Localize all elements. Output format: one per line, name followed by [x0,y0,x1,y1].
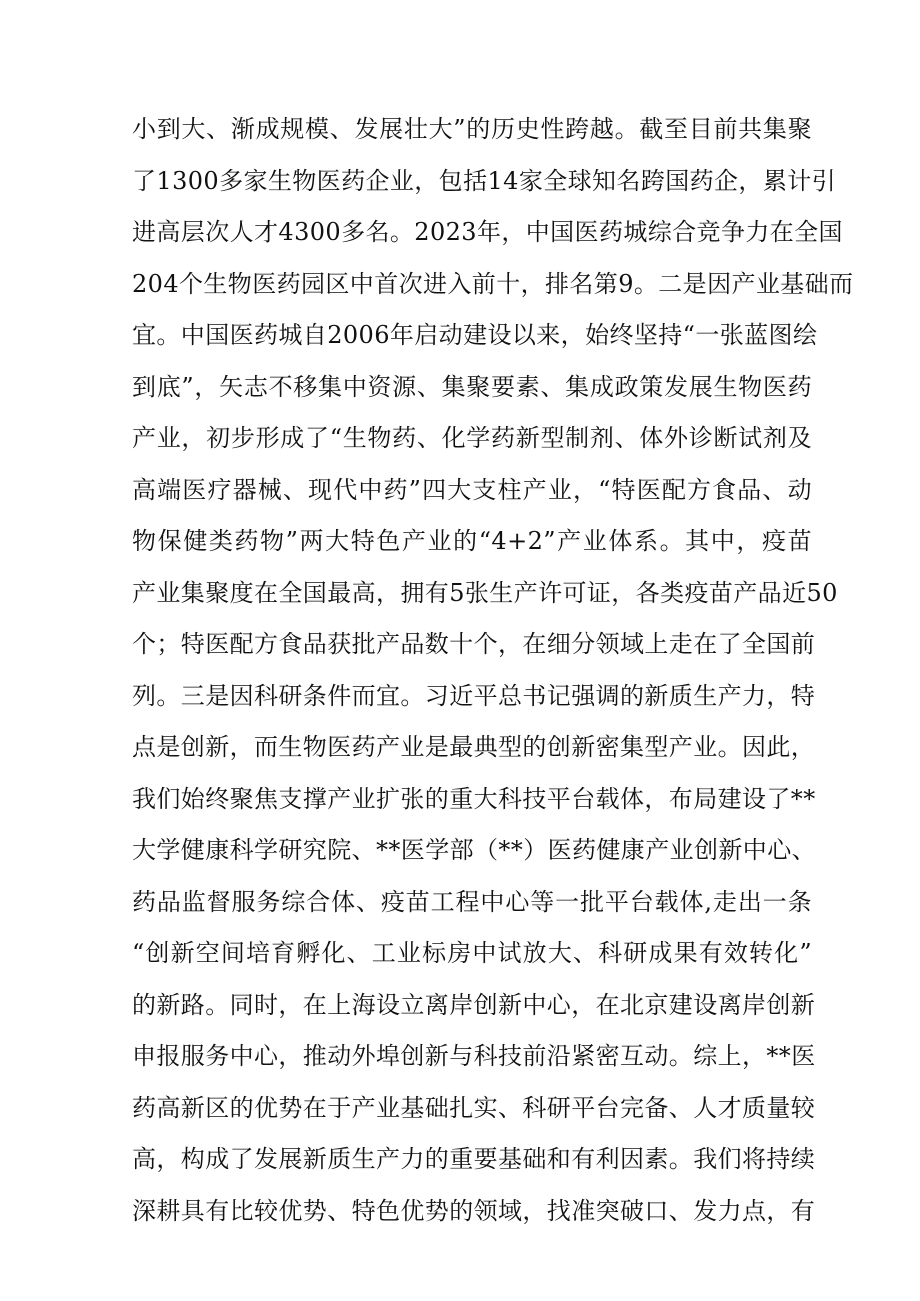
text-line-11: 个；特医配方食品获批产品数十个，在细分领域上走在了全国前 [132,630,816,658]
text-line-5: 宜。中国医药城自2006年启动建设以来，始终坚持“一张蓝图绘 [132,321,818,349]
text-line-12: 列。三是因科研条件而宜。习近平总书记强调的新质生产力，特 [132,681,816,710]
text-line-20: 药高新区的优势在于产业基础扎实、科研平台完备、人才质量较 [132,1093,816,1122]
text-line-19: 申报服务中心，推动外埠创新与科技前沿紧密互动。综上，**医 [132,1042,816,1070]
text-line-13: 点是创新，而生物医药产业是最典型的创新密集型产业。因此， [132,733,816,761]
text-line-16: 药品监督服务综合体、疫苗工程中心等一批平台载体,走出一条 [132,887,812,916]
text-line-22: 深耕具有比较优势、特色优势的领域，找准突破口、发力点，有 [132,1196,816,1225]
body-paragraph [132,104,854,1237]
text-line-18: 的新路。同时，在上海设立离岸创新中心，在北京建设离岸创新 [132,990,816,1019]
text-line-7: 产业，初步形成了“生物药、化学药新型制剂、体外诊断试剂及 [132,424,812,452]
text-line-6: 到底”，矢志不移集中资源、集聚要素、集成政策发展生物医药 [132,372,812,401]
text-line-17: “创新空间培育孵化、工业标房中试放大、科研成果有效转化” [132,939,812,967]
text-line-10: 产业集聚度在全国最高，拥有5张生产许可证，各类疫苗产品近50 [132,578,838,607]
text-line-21: 高，构成了发展新质生产力的重要基础和有利因素。我们将持续 [132,1145,816,1173]
text-line-14: 我们始终聚焦支撑产业扩张的重大科技平台载体，布局建设了** [132,784,816,813]
text-line-9: 物保健类药物”两大特色产业的“4+2”产业体系。其中，疫苗 [132,527,812,555]
text-line-15: 大学健康科学研究院、**医学部（**）医药健康产业创新中心、 [132,836,816,864]
text-line-4: 204个生物医药园区中首次进入前十，排名第9。二是因产业基础而 [132,269,854,298]
text-line-8: 高端医疗器械、现代中药”四大支柱产业，“特医配方食品、动 [132,475,812,504]
text-line-1: 小到大、渐成规模、发展壮大”的历史性跨越。截至目前共集聚 [132,115,812,143]
text-line-2: 了1300多家生物医药企业，包括14家全球知名跨国药企，累计引 [132,166,837,195]
text-line-3: 进高层次人才4300多名。2023年，中国医药城综合竞争力在全国 [132,218,843,246]
